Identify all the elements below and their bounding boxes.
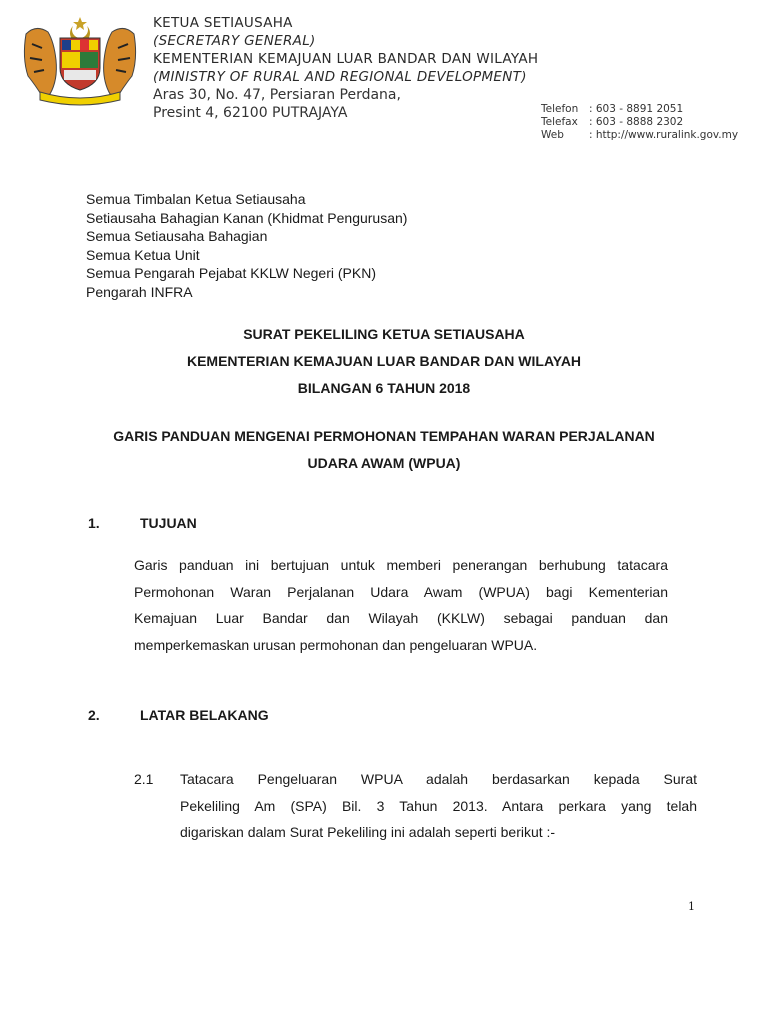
contact-value: : 603 - 8888 2302 xyxy=(589,116,684,128)
page-number: 1 xyxy=(688,900,695,913)
letterhead-ministry-en: (MINISTRY OF RURAL AND REGIONAL DEVELOPMENT) xyxy=(153,69,527,85)
paragraph-line: memperkemaskan urusan permohonan dan pengeluaran WPUA. xyxy=(134,636,538,653)
letterhead-address-line1: Aras 30, No. 47, Persiaran Perdana, xyxy=(153,87,401,103)
letterhead-ministry: KEMENTERIAN KEMAJUAN LUAR BANDAR DAN WILAYAH xyxy=(153,51,539,67)
subject-line1: GARIS PANDUAN MENGENAI PERMOHONAN TEMPAHAN WARAN PERJALANAN xyxy=(113,428,655,444)
contact-phone xyxy=(541,103,738,116)
recipient-item: Semua Ketua Unit xyxy=(86,246,200,263)
circular-title: SURAT PEKELILING KETUA SETIAUSAHA xyxy=(243,326,525,342)
contact-label: Web xyxy=(541,129,564,141)
contact-info xyxy=(541,103,738,142)
recipient-item: Semua Timbalan Ketua Setiausaha xyxy=(86,191,306,207)
contact-value: : http://www.ruralink.gov.my xyxy=(589,129,739,141)
section-title: TUJUAN xyxy=(140,515,197,531)
letterhead-address-line2: Presint 4, 62100 PUTRAJAYA xyxy=(153,105,348,121)
circular-ministry: KEMENTERIAN KEMAJUAN LUAR BANDAR DAN WILAYAH xyxy=(186,353,582,369)
letterhead-title: KETUA SETIAUSAHA xyxy=(153,15,293,31)
circular-number: BILANGAN 6 TAHUN 2018 xyxy=(297,380,471,396)
subsection-number: 2.1 xyxy=(134,771,154,787)
section-number: 2. xyxy=(88,707,100,723)
paragraph-line: digariskan dalam Surat Pekeliling ini adalah seperti berikut :- xyxy=(180,824,556,840)
recipient-item: Semua Setiausaha Bahagian xyxy=(86,228,268,244)
section-title: LATAR BELAKANG xyxy=(140,707,269,723)
recipient-item: Semua Pengarah Pejabat KKLW Negeri (PKN) xyxy=(86,265,376,281)
contact-label: Telefax xyxy=(541,116,578,128)
paragraph-line: Kemajuan Luar Bandar dan Wilayah (KKLW) sebagai panduan dan xyxy=(134,610,668,626)
letterhead xyxy=(153,14,538,122)
section-paragraph xyxy=(134,552,668,658)
paragraph-line: Garis panduan ini bertujuan untuk memberi penerangan berhubung tatacara xyxy=(134,557,668,573)
recipient-item: Setiausaha Bahagian Kanan (Khidmat Pengurusan) xyxy=(86,209,408,226)
contact-web xyxy=(541,129,738,142)
section-number: 1. xyxy=(88,515,100,531)
contact-fax xyxy=(541,116,738,129)
subject-line2: UDARA AWAM (WPUA) xyxy=(307,455,461,471)
paragraph-line: Tatacara Pengeluaran WPUA adalah berdasarkan kepada Surat xyxy=(180,771,697,787)
paragraph-line: Pekeliling Am (SPA) Bil. 3 Tahun 2013. Antara perkara yang telah xyxy=(180,797,697,814)
contact-label: Telefon xyxy=(541,103,579,115)
recipient-item: Pengarah INFRA xyxy=(86,283,193,300)
contact-value: : 603 - 8891 2051 xyxy=(589,103,684,115)
recipient-list xyxy=(86,190,407,301)
malaysia-coat-of-arms-icon xyxy=(18,14,142,106)
subsection-paragraph xyxy=(180,766,697,846)
letterhead-title-en: (SECRETARY GENERAL) xyxy=(153,33,316,49)
paragraph-line: Permohonan Waran Perjalanan Udara Awam (WPUA) bagi Kementerian xyxy=(134,583,668,600)
